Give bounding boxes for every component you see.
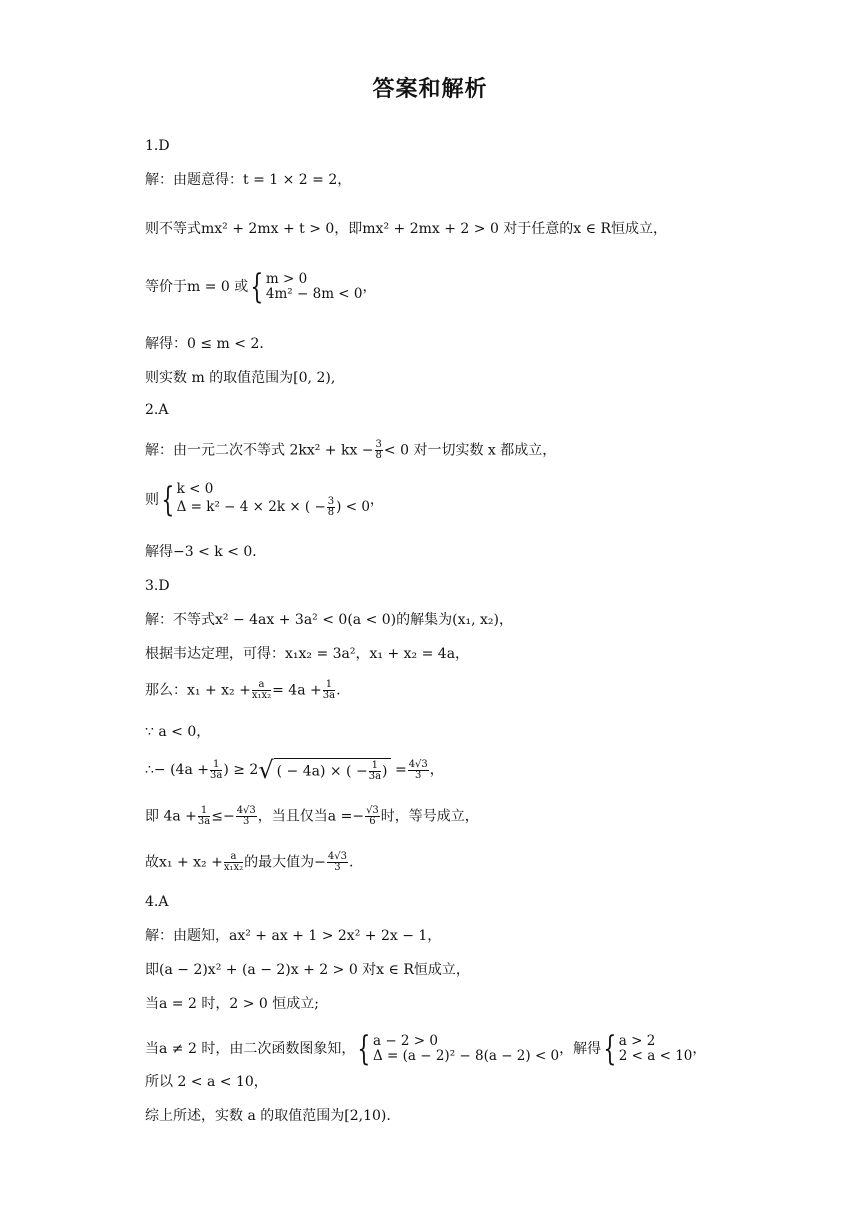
q3-line3-mid: = 4a + — [272, 682, 322, 699]
radicand-post: ) — [382, 763, 388, 780]
fraction — [375, 440, 383, 461]
fraction-num: a — [224, 852, 243, 863]
q3-line7 — [145, 852, 353, 873]
q4-line4 — [145, 1029, 707, 1069]
q3-line7-pre: 故x₁ + x₂ + — [145, 854, 223, 871]
fraction-den: 3a — [322, 690, 336, 701]
q1-line3-pre: 等价于m = 0 或 — [145, 279, 249, 295]
fraction-num: 1 — [198, 806, 210, 817]
q1-system — [266, 272, 363, 302]
fraction — [236, 806, 257, 827]
q3-line7-post: . — [348, 854, 354, 871]
q4-line5: 所以 2 < a < 10， — [145, 1074, 268, 1090]
fraction-den: 6 — [369, 816, 376, 827]
fraction-num: 3 — [327, 496, 335, 507]
fraction-den: x₁x₂ — [251, 690, 272, 701]
q2-sys-row2-post: ) < 0 — [336, 499, 370, 515]
q3-answer: 3.D — [145, 578, 170, 594]
q2-line2-post: ， — [369, 492, 384, 508]
q1-line4: 解得：0 ≤ m < 2． — [145, 336, 274, 352]
fraction-den: 3a — [197, 816, 211, 827]
fraction — [323, 680, 335, 701]
q3-line7-mid: 的最大值为− — [244, 854, 326, 871]
q3-line5 — [145, 758, 444, 782]
fraction-num: 4√3 — [327, 851, 347, 862]
fraction — [369, 761, 381, 782]
q3-line6-pre: 即 4a + — [145, 808, 197, 825]
q1-answer: 1.D — [145, 138, 170, 154]
fraction-num: √3 — [366, 805, 379, 816]
fraction — [210, 760, 222, 781]
q4-line3: 当a = 2 时，2 > 0 恒成立; — [145, 996, 319, 1012]
q3-line5-post: ， — [429, 762, 444, 778]
fraction — [408, 760, 429, 781]
q1-line2: 则不等式mx² + 2mx + t > 0，即mx² + 2mx + 2 > 0 对于任意的x ∈ R恒成立， — [145, 221, 668, 237]
q2-sys-row1: k < 0 — [176, 481, 214, 497]
fraction-den: 3 — [243, 816, 250, 827]
q1-line1: 解：由题意得：t = 1 × 2 = 2， — [145, 172, 352, 188]
fraction-den: 3 — [334, 862, 341, 873]
radicand — [274, 758, 391, 782]
q1-sys-row2: 4m² − 8m < 0 — [265, 286, 363, 302]
q4-line4-pre: 当a ≠ 2 时，由二次函数图象知， — [145, 1041, 356, 1057]
q3-line4: ∵ a < 0， — [145, 724, 211, 740]
q3-line3 — [145, 680, 341, 701]
left-brace-icon: { — [603, 1029, 617, 1069]
fraction-num: 1 — [369, 761, 381, 772]
fraction-den: 3a — [368, 771, 382, 782]
q2-sys-row2-pre: Δ = k² − 4 × 2k × ( − — [176, 499, 326, 515]
q2-line2-pre: 则 — [145, 492, 159, 508]
left-brace-icon: { — [357, 1029, 371, 1069]
q1-line3-post: ， — [362, 279, 377, 295]
q4-line1: 解：由题知，ax² + ax + 1 > 2x² + 2x − 1， — [145, 928, 442, 944]
q3-line6-post: 时，等号成立， — [380, 808, 479, 825]
q2-line1-pre: 解：由一元二次不等式 2kx² + kx − — [145, 442, 374, 459]
q4-system-2 — [619, 1034, 693, 1064]
fraction-den: 8 — [327, 507, 335, 518]
radical-sign-icon: √ — [258, 756, 274, 784]
q4-line2: 即(a − 2)x² + (a − 2)x + 2 > 0 对x ∈ R恒成立， — [145, 962, 470, 978]
fraction — [224, 852, 243, 873]
q3-line5-pre: ∴− (4a + — [145, 762, 209, 778]
q3-line2: 根据韦达定理，可得：x₁x₂ = 3a²，x₁ + x₂ = 4a， — [145, 646, 470, 662]
fraction — [327, 497, 335, 518]
fraction-den: 8 — [375, 450, 382, 461]
fraction — [198, 806, 210, 827]
q3-line6-mid: ≤− — [211, 808, 235, 825]
fraction-num: 1 — [210, 760, 222, 771]
fraction-num: a — [252, 680, 271, 691]
q4-sys2-row1: a > 2 — [618, 1033, 656, 1049]
q4-system-1 — [373, 1034, 559, 1064]
q3-line5-eq: = — [394, 762, 407, 778]
q2-line1-post: < 0 对一切实数 x 都成立， — [383, 442, 557, 459]
fraction — [327, 852, 348, 873]
fraction-den: 3a — [209, 769, 223, 781]
fraction — [252, 680, 271, 701]
q3-line3-post: . — [336, 682, 341, 699]
q1-line3 — [145, 267, 377, 307]
q3-line6 — [145, 806, 479, 827]
q3-line5-mid: ) ≥ 2 — [223, 762, 259, 778]
q3-line6-mid2: ，当且仅当a =− — [257, 808, 365, 825]
q4-sys1-row1: a − 2 > 0 — [372, 1033, 438, 1049]
q2-line2 — [145, 482, 384, 518]
q2-sys-row2 — [177, 497, 370, 518]
q4-answer: 4.A — [145, 894, 169, 910]
q3-line1: 解：不等式x² − 4ax + 3a² < 0(a < 0)的解集为(x₁, x₂)， — [145, 612, 513, 628]
fraction-num: 3 — [375, 439, 382, 450]
left-brace-icon: { — [250, 267, 264, 307]
q4-sys2-row2: 2 < a < 10 — [618, 1048, 693, 1064]
fraction-den: 3 — [415, 769, 422, 781]
q3-line3-pre: 那么：x₁ + x₂ + — [145, 682, 251, 699]
page-title: 答案和解析 — [372, 77, 488, 102]
q4-line4-mid: ，解得 — [559, 1041, 602, 1057]
radicand-pre: ( − 4a) × ( − — [276, 763, 368, 780]
q2-system — [177, 482, 370, 518]
fraction-num: 4√3 — [236, 805, 256, 816]
left-brace-icon: { — [161, 480, 175, 520]
q2-answer: 2.A — [145, 402, 169, 418]
q2-line1 — [145, 440, 556, 461]
q1-line5: 则实数 m 的取值范围为[0, 2), — [145, 370, 336, 386]
fraction-num: 4√3 — [408, 758, 428, 770]
q4-line4-post: ， — [692, 1041, 707, 1057]
fraction — [365, 806, 380, 827]
q4-sys1-row2: Δ = (a − 2)² − 8(a − 2) < 0 — [372, 1048, 560, 1064]
q2-line3: 解得−3 < k < 0． — [145, 544, 267, 560]
fraction-num: 1 — [323, 680, 335, 691]
fraction-den: x₁x₂ — [223, 862, 244, 873]
q4-line6: 综上所述，实数 a 的取值范围为[2,10). — [145, 1108, 391, 1124]
q1-sys-row1: m > 0 — [265, 271, 308, 287]
